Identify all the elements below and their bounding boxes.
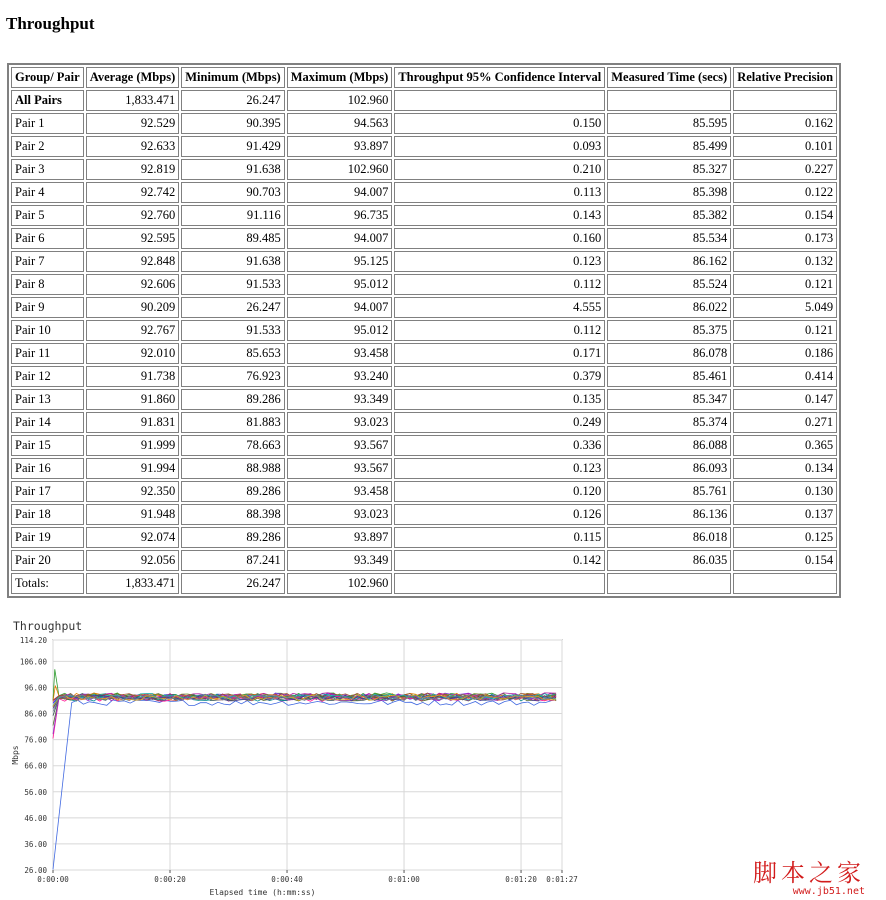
table-row [11, 366, 837, 387]
y-tick-label: 106.00 [19, 657, 47, 667]
table-row [11, 90, 837, 111]
cell-max: 102.960 [287, 90, 393, 111]
cell-max: 102.960 [287, 573, 393, 594]
cell-avg: 92.056 [86, 550, 180, 571]
row-label: Pair 7 [11, 251, 84, 272]
cell-max: 93.567 [287, 435, 393, 456]
cell-ci: 0.123 [394, 458, 605, 479]
cell-max: 96.735 [287, 205, 393, 226]
cell-avg: 91.860 [86, 389, 180, 410]
cell-max: 102.960 [287, 159, 393, 180]
row-label: Pair 18 [11, 504, 84, 525]
y-axis-label: Mbps [11, 745, 20, 765]
cell-time: 85.524 [607, 274, 731, 295]
table-row [11, 113, 837, 134]
table-row [11, 504, 837, 525]
cell-ci: 0.249 [394, 412, 605, 433]
cell-max: 95.012 [287, 320, 393, 341]
table-row [11, 458, 837, 479]
cell-avg: 90.209 [86, 297, 180, 318]
cell-min: 91.429 [181, 136, 285, 157]
y-tick-label: 26.00 [24, 866, 47, 875]
cell-rp: 0.414 [733, 366, 837, 387]
cell-rp: 0.227 [733, 159, 837, 180]
cell-rp: 0.154 [733, 550, 837, 571]
cell-max: 93.897 [287, 527, 393, 548]
row-label: Pair 3 [11, 159, 84, 180]
cell-max: 93.023 [287, 504, 393, 525]
cell-max: 93.897 [287, 136, 393, 157]
cell-ci: 0.160 [394, 228, 605, 249]
cell-avg: 92.595 [86, 228, 180, 249]
cell-ci: 0.112 [394, 274, 605, 295]
table-row [11, 389, 837, 410]
cell-min: 91.116 [181, 205, 285, 226]
cell-rp: 0.147 [733, 389, 837, 410]
cell-rp: 0.121 [733, 320, 837, 341]
x-tick-label: 0:01:20 [505, 875, 537, 884]
cell-max: 93.567 [287, 458, 393, 479]
cell-time: 85.374 [607, 412, 731, 433]
x-tick-label: 0:01:27 [546, 875, 578, 884]
cell-min: 78.663 [181, 435, 285, 456]
site-watermark [753, 853, 865, 897]
row-label: Pair 2 [11, 136, 84, 157]
y-tick-label: 46.00 [24, 813, 47, 823]
x-tick-label: 0:00:00 [37, 875, 69, 884]
row-label: Totals: [11, 573, 84, 594]
column-header: Relative Precision [733, 67, 837, 88]
cell-time: 86.136 [607, 504, 731, 525]
watermark-logo-text: 脚本之家 [753, 859, 865, 887]
cell-max: 93.458 [287, 481, 393, 502]
cell-time: 86.035 [607, 550, 731, 571]
table-row [11, 297, 837, 318]
row-label: Pair 9 [11, 297, 84, 318]
cell-avg: 91.999 [86, 435, 180, 456]
cell-min: 81.883 [181, 412, 285, 433]
cell-ci: 0.142 [394, 550, 605, 571]
cell-rp: 0.137 [733, 504, 837, 525]
column-header: Group/ Pair [11, 67, 84, 88]
cell-avg: 92.633 [86, 136, 180, 157]
cell-min: 90.703 [181, 182, 285, 203]
row-label: Pair 16 [11, 458, 84, 479]
cell-rp: 0.271 [733, 412, 837, 433]
cell-max: 95.012 [287, 274, 393, 295]
cell-avg: 92.819 [86, 159, 180, 180]
cell-time [607, 573, 731, 594]
cell-time: 85.595 [607, 113, 731, 134]
column-header: Average (Mbps) [86, 67, 180, 88]
cell-time: 85.347 [607, 389, 731, 410]
cell-avg: 92.848 [86, 251, 180, 272]
y-tick-label: 76.00 [24, 735, 47, 745]
cell-min: 85.653 [181, 343, 285, 364]
row-label: Pair 19 [11, 527, 84, 548]
cell-avg: 92.529 [86, 113, 180, 134]
cell-avg: 91.831 [86, 412, 180, 433]
table-row [11, 320, 837, 341]
table-row [11, 573, 837, 594]
row-label: Pair 4 [11, 182, 84, 203]
cell-avg: 92.010 [86, 343, 180, 364]
cell-max: 93.458 [287, 343, 393, 364]
cell-rp: 0.125 [733, 527, 837, 548]
cell-rp: 0.130 [733, 481, 837, 502]
table-row [11, 550, 837, 571]
row-label: All Pairs [11, 90, 84, 111]
cell-min: 89.485 [181, 228, 285, 249]
cell-rp: 0.162 [733, 113, 837, 134]
table-header-row [11, 67, 837, 88]
cell-avg: 92.350 [86, 481, 180, 502]
cell-ci: 0.210 [394, 159, 605, 180]
cell-rp: 0.122 [733, 182, 837, 203]
cell-rp: 0.121 [733, 274, 837, 295]
y-tick-label: 114.20 [19, 636, 47, 645]
cell-max: 93.349 [287, 389, 393, 410]
cell-ci: 0.123 [394, 251, 605, 272]
cell-time: 85.382 [607, 205, 731, 226]
y-tick-label: 36.00 [24, 839, 47, 849]
y-tick-label: 96.00 [24, 683, 47, 693]
cell-ci: 0.379 [394, 366, 605, 387]
cell-max: 93.240 [287, 366, 393, 387]
cell-time: 85.398 [607, 182, 731, 203]
cell-avg: 92.074 [86, 527, 180, 548]
cell-time [607, 90, 731, 111]
table-row [11, 251, 837, 272]
cell-time: 85.461 [607, 366, 731, 387]
cell-min: 91.638 [181, 159, 285, 180]
cell-ci: 0.113 [394, 182, 605, 203]
cell-avg: 91.994 [86, 458, 180, 479]
page-title: Throughput [6, 14, 95, 33]
cell-time: 86.018 [607, 527, 731, 548]
cell-time: 85.761 [607, 481, 731, 502]
cell-ci: 0.120 [394, 481, 605, 502]
cell-ci: 0.150 [394, 113, 605, 134]
table-row [11, 527, 837, 548]
cell-ci [394, 90, 605, 111]
cell-min: 26.247 [181, 90, 285, 111]
cell-rp: 0.154 [733, 205, 837, 226]
chart-title: Throughput [13, 619, 83, 633]
cell-ci: 0.112 [394, 320, 605, 341]
cell-rp: 0.173 [733, 228, 837, 249]
cell-min: 89.286 [181, 527, 285, 548]
row-label: Pair 11 [11, 343, 84, 364]
x-axis-label: Elapsed time (h:mm:ss) [209, 888, 316, 897]
cell-min: 89.286 [181, 389, 285, 410]
cell-ci: 0.171 [394, 343, 605, 364]
column-header: Minimum (Mbps) [181, 67, 285, 88]
table-row [11, 159, 837, 180]
cell-rp: 0.134 [733, 458, 837, 479]
cell-time: 85.327 [607, 159, 731, 180]
cell-min: 87.241 [181, 550, 285, 571]
cell-min: 88.988 [181, 458, 285, 479]
table-row [11, 228, 837, 249]
table-row [11, 412, 837, 433]
cell-rp [733, 90, 837, 111]
table-body [11, 90, 837, 594]
cell-avg: 92.767 [86, 320, 180, 341]
table-row [11, 136, 837, 157]
row-label: Pair 5 [11, 205, 84, 226]
x-tick-label: 0:01:00 [388, 875, 420, 884]
cell-max: 94.563 [287, 113, 393, 134]
cell-ci: 0.135 [394, 389, 605, 410]
row-label: Pair 14 [11, 412, 84, 433]
cell-ci: 4.555 [394, 297, 605, 318]
table-row [11, 481, 837, 502]
cell-time: 85.375 [607, 320, 731, 341]
cell-rp: 0.186 [733, 343, 837, 364]
cell-min: 90.395 [181, 113, 285, 134]
cell-min: 91.638 [181, 251, 285, 272]
table-row [11, 205, 837, 226]
y-tick-label: 86.00 [24, 709, 47, 719]
row-label: Pair 1 [11, 113, 84, 134]
cell-ci: 0.093 [394, 136, 605, 157]
cell-avg: 1,833.471 [86, 90, 180, 111]
y-tick-label: 56.00 [24, 787, 47, 797]
cell-avg: 92.606 [86, 274, 180, 295]
cell-time: 86.093 [607, 458, 731, 479]
y-tick-label: 66.00 [24, 761, 47, 771]
cell-ci: 0.336 [394, 435, 605, 456]
cell-ci [394, 573, 605, 594]
column-header: Maximum (Mbps) [287, 67, 393, 88]
cell-min: 91.533 [181, 274, 285, 295]
row-label: Pair 8 [11, 274, 84, 295]
column-header: Measured Time (secs) [607, 67, 731, 88]
cell-ci: 0.143 [394, 205, 605, 226]
row-label: Pair 6 [11, 228, 84, 249]
throughput-chart [0, 630, 590, 900]
cell-max: 94.007 [287, 297, 393, 318]
cell-max: 93.349 [287, 550, 393, 571]
x-tick-label: 0:00:20 [154, 875, 186, 884]
cell-avg: 91.948 [86, 504, 180, 525]
cell-max: 95.125 [287, 251, 393, 272]
plot-area [53, 640, 562, 870]
cell-time: 86.088 [607, 435, 731, 456]
cell-min: 89.286 [181, 481, 285, 502]
cell-min: 26.247 [181, 297, 285, 318]
cell-time: 86.022 [607, 297, 731, 318]
row-label: Pair 12 [11, 366, 84, 387]
x-tick-label: 0:00:40 [271, 875, 303, 884]
table-row [11, 182, 837, 203]
cell-max: 94.007 [287, 182, 393, 203]
cell-rp: 0.132 [733, 251, 837, 272]
throughput-table [7, 63, 841, 598]
cell-time: 86.162 [607, 251, 731, 272]
row-label: Pair 15 [11, 435, 84, 456]
cell-rp: 0.365 [733, 435, 837, 456]
cell-avg: 92.742 [86, 182, 180, 203]
cell-min: 76.923 [181, 366, 285, 387]
row-label: Pair 13 [11, 389, 84, 410]
cell-min: 26.247 [181, 573, 285, 594]
cell-min: 88.398 [181, 504, 285, 525]
cell-avg: 92.760 [86, 205, 180, 226]
cell-max: 94.007 [287, 228, 393, 249]
cell-time: 85.499 [607, 136, 731, 157]
cell-time: 86.078 [607, 343, 731, 364]
cell-rp: 0.101 [733, 136, 837, 157]
table-row [11, 343, 837, 364]
row-label: Pair 10 [11, 320, 84, 341]
watermark-url: www.jb51.net [792, 886, 865, 897]
cell-max: 93.023 [287, 412, 393, 433]
cell-min: 91.533 [181, 320, 285, 341]
cell-time: 85.534 [607, 228, 731, 249]
cell-avg: 1,833.471 [86, 573, 180, 594]
row-label: Pair 17 [11, 481, 84, 502]
cell-rp [733, 573, 837, 594]
table-row [11, 435, 837, 456]
cell-avg: 91.738 [86, 366, 180, 387]
table-row [11, 274, 837, 295]
cell-rp: 5.049 [733, 297, 837, 318]
cell-ci: 0.126 [394, 504, 605, 525]
column-header: Throughput 95% Confidence Interval [394, 67, 605, 88]
row-label: Pair 20 [11, 550, 84, 571]
cell-ci: 0.115 [394, 527, 605, 548]
